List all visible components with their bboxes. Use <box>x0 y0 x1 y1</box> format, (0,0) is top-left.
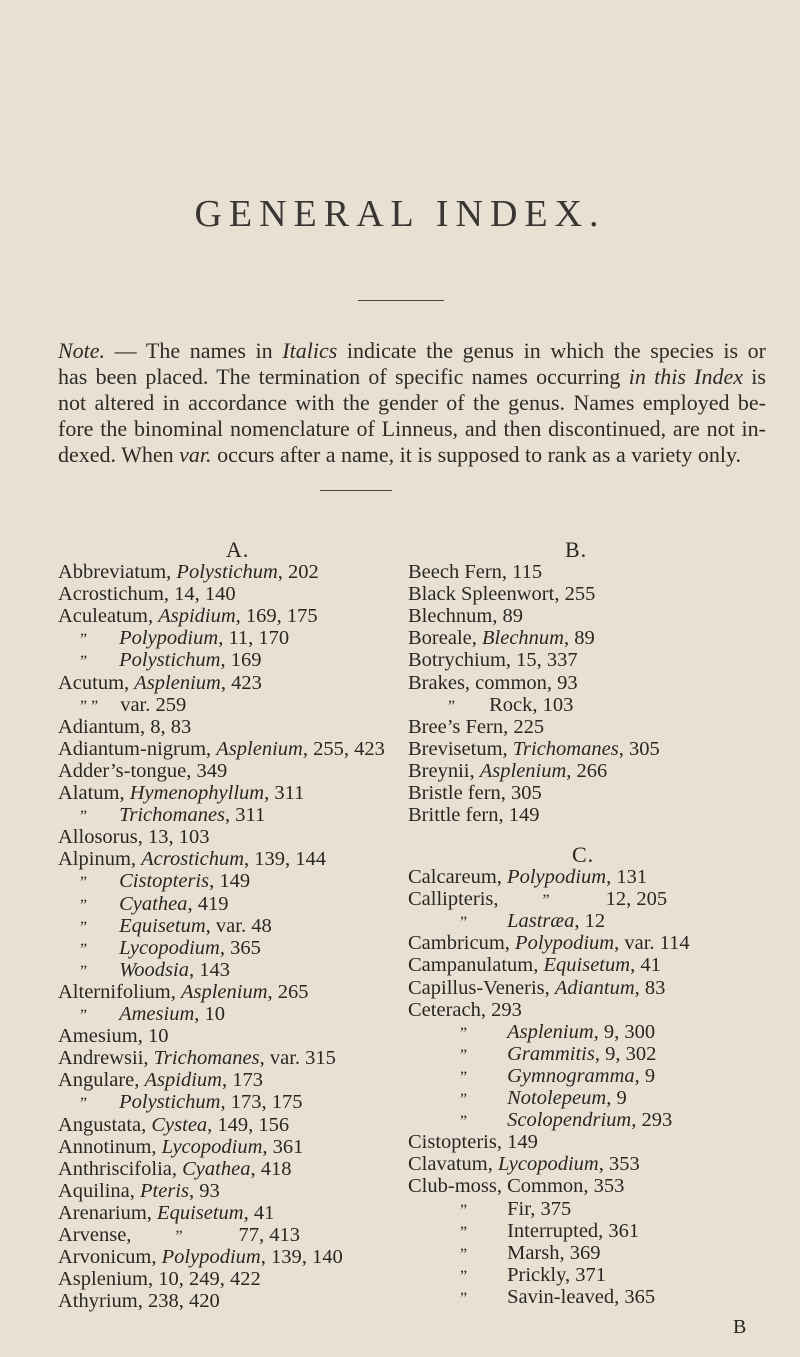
index-entry: Bristle fern, 305 <box>408 782 542 804</box>
index-entry: ” Prickly, 371 <box>460 1263 606 1286</box>
index-entry: Botrychium, 15, 337 <box>408 649 578 672</box>
index-entry: Arenarium, Equisetum, 41 <box>58 1201 275 1224</box>
index-entry: ” Trichomanes, 311 <box>80 804 266 827</box>
ditto-mark: ” <box>80 874 88 892</box>
index-entry: Alatum, Hymenophyllum, 311 <box>58 782 305 804</box>
index-entry: Club-moss, Common, 353 <box>408 1175 625 1198</box>
ditto-mark: ” <box>460 1068 468 1086</box>
ditto-mark: ” <box>460 1091 468 1108</box>
index-entry: Angulare, Aspidium, 173 <box>58 1069 263 1092</box>
note-line: dexed. When var. occurs after a name, it is supposed to rank as a variety only. <box>58 442 742 467</box>
index-entry: ” Polypodium, 11, 170 <box>80 627 290 650</box>
index-entry: Annotinum, Lycopodium, 361 <box>58 1135 304 1158</box>
index-entry: ” Equisetum, var. 48 <box>80 914 272 937</box>
index-entry: ” Cistopteris, 149 <box>80 870 251 893</box>
index-entry: Arvonicum, Polypodium, 139, 140 <box>58 1246 343 1269</box>
index-entry: Aquilina, Pteris, 93 <box>58 1179 220 1202</box>
ditto-mark: ” <box>80 653 88 671</box>
index-entry: Breynii, Asplenium, 266 <box>408 759 608 782</box>
ditto-mark: ” <box>80 962 88 980</box>
index-entry: Boreale, Blechnum, 89 <box>408 627 595 650</box>
index-entry: Black Spleenwort, 255 <box>408 583 596 606</box>
index-entry: Bree’s Fern, 225 <box>408 715 545 738</box>
index-entry: ” Grammitis, 9, 302 <box>460 1042 657 1065</box>
index-entry: ” Lastræa, 12 <box>460 910 606 933</box>
index-entry: ” Cyathea, 419 <box>80 892 229 915</box>
index-entry: ” Asplenium, 9, 300 <box>460 1020 656 1043</box>
index-entry: ” Lycopodium, 365 <box>80 936 261 959</box>
index-entry: Campanulatum, Equisetum, 41 <box>408 954 661 977</box>
ditto-mark: ” ” <box>80 697 99 715</box>
index-entry: Angustata, Cystea, 149, 156 <box>58 1113 290 1136</box>
index-entry: ” Woodsia, 143 <box>80 958 230 981</box>
index-entry: Brevisetum, Trichomanes, 305 <box>408 737 660 760</box>
index-entry: ” Amesium, 10 <box>80 1003 226 1025</box>
index-entry: Calcareum, Polypodium, 131 <box>408 866 648 888</box>
section-rule <box>320 490 392 491</box>
index-entry: Aculeatum, Aspidium, 169, 175 <box>58 605 318 628</box>
index-entry: Asplenium, 10, 249, 422 <box>58 1268 261 1291</box>
catchword: B <box>733 1316 747 1338</box>
index-entry: Amesium, 10 <box>58 1025 169 1048</box>
ditto-mark: ” <box>80 918 88 936</box>
ditto-mark: ” <box>80 1095 88 1113</box>
index-entry: Cistopteris, 149 <box>408 1131 538 1154</box>
index-entry: Abbreviatum, Polystichum, 202 <box>58 561 319 583</box>
index-entry: Athyrium, 238, 420 <box>58 1290 220 1313</box>
index-entry: Anthriscifolia, Cyathea, 418 <box>58 1157 292 1180</box>
index-entry: Cambricum, Polypodium, var. 114 <box>408 932 690 955</box>
index-entry: Adiantum, 8, 83 <box>58 715 192 738</box>
index-entry: ” Savin-leaved, 365 <box>460 1285 656 1308</box>
index-entry: Acutum, Asplenium, 423 <box>58 671 262 694</box>
index-entry: Adiantum-nigrum, Asplenium, 255, 423 <box>58 737 385 760</box>
index-entry: ” Scolopendrium, 293 <box>460 1109 673 1132</box>
ditto-mark: ” <box>460 1267 468 1285</box>
index-entry: ” Rock, 103 <box>448 693 574 716</box>
index-entry: Ceterach, 293 <box>408 998 522 1021</box>
index-entry: Acrostichum, 14, 140 <box>58 583 236 606</box>
index-entry: ” Polystichum, 173, 175 <box>80 1091 303 1114</box>
ditto-mark: ” <box>80 631 88 649</box>
section-heading-b: B. <box>565 537 588 562</box>
note-line: has been placed. The termination of specific names occurring in this Index is <box>58 364 766 389</box>
index-entry: ” Interrupted, 361 <box>460 1219 640 1242</box>
index-entry: Andrewsii, Trichomanes, var. 315 <box>58 1047 336 1070</box>
index-entry: Arvense, ” 77, 413 <box>58 1224 301 1246</box>
index-entry: ” Gymnogramma, 9 <box>460 1064 656 1087</box>
index-entry: Adder’s-tongue, 349 <box>58 759 228 782</box>
ditto-mark: ” <box>80 1007 88 1024</box>
index-entry: Brakes, common, 93 <box>408 671 578 694</box>
index-entry: ” Marsh, 369 <box>460 1241 601 1264</box>
ditto-mark: ” <box>80 896 88 914</box>
ditto-mark: ” <box>448 697 456 715</box>
index-entry: Clavatum, Lycopodium, 353 <box>408 1153 640 1176</box>
index-entry: ” ” var. 259 <box>80 693 187 716</box>
ditto-mark: ” <box>460 1245 468 1263</box>
ditto-mark: ” <box>542 892 550 910</box>
index-entry: ” Fir, 375 <box>460 1197 572 1220</box>
ditto-mark: ” <box>460 1201 468 1219</box>
section-heading-a: A. <box>226 537 250 562</box>
ditto-mark: ” <box>460 1113 468 1131</box>
index-entry: Capillus-Veneris, Adiantum, 83 <box>408 976 666 999</box>
section-heading-c: C. <box>572 842 595 867</box>
index-entry: Beech Fern, 115 <box>408 561 543 583</box>
note-line: fore the binominal nomenclature of Linneus, and then discontinued, are not in- <box>58 416 766 441</box>
ditto-mark: ” <box>460 914 468 932</box>
index-entry: Blechnum, 89 <box>408 605 524 628</box>
ditto-mark: ” <box>175 1228 183 1245</box>
ditto-mark: ” <box>460 1024 468 1042</box>
index-entry: Alpinum, Acrostichum, 139, 144 <box>58 848 327 871</box>
ditto-mark: ” <box>80 940 88 958</box>
index-entry: ” Polystichum, 169 <box>80 649 262 672</box>
note-line: not altered in accordance with the gender of the genus. Names employed be- <box>58 390 766 415</box>
index-entry: Brittle fern, 149 <box>408 804 540 827</box>
index-entry: Allosorus, 13, 103 <box>58 826 210 849</box>
ditto-mark: ” <box>460 1223 468 1241</box>
index-entry: ” Notolepeum, 9 <box>460 1087 627 1109</box>
page-title: GENERAL INDEX. <box>194 193 606 235</box>
index-entry: Callipteris, ” 12, 205 <box>408 888 668 911</box>
note-line: Note. — The names in Italics indicate the genus in which the species is or <box>58 338 766 363</box>
ditto-mark: ” <box>460 1046 468 1064</box>
ditto-mark: ” <box>80 808 88 826</box>
index-note <box>58 338 766 468</box>
ditto-mark: ” <box>460 1289 468 1307</box>
title-rule <box>358 300 444 301</box>
index-entry: Alternifolium, Asplenium, 265 <box>58 980 309 1003</box>
